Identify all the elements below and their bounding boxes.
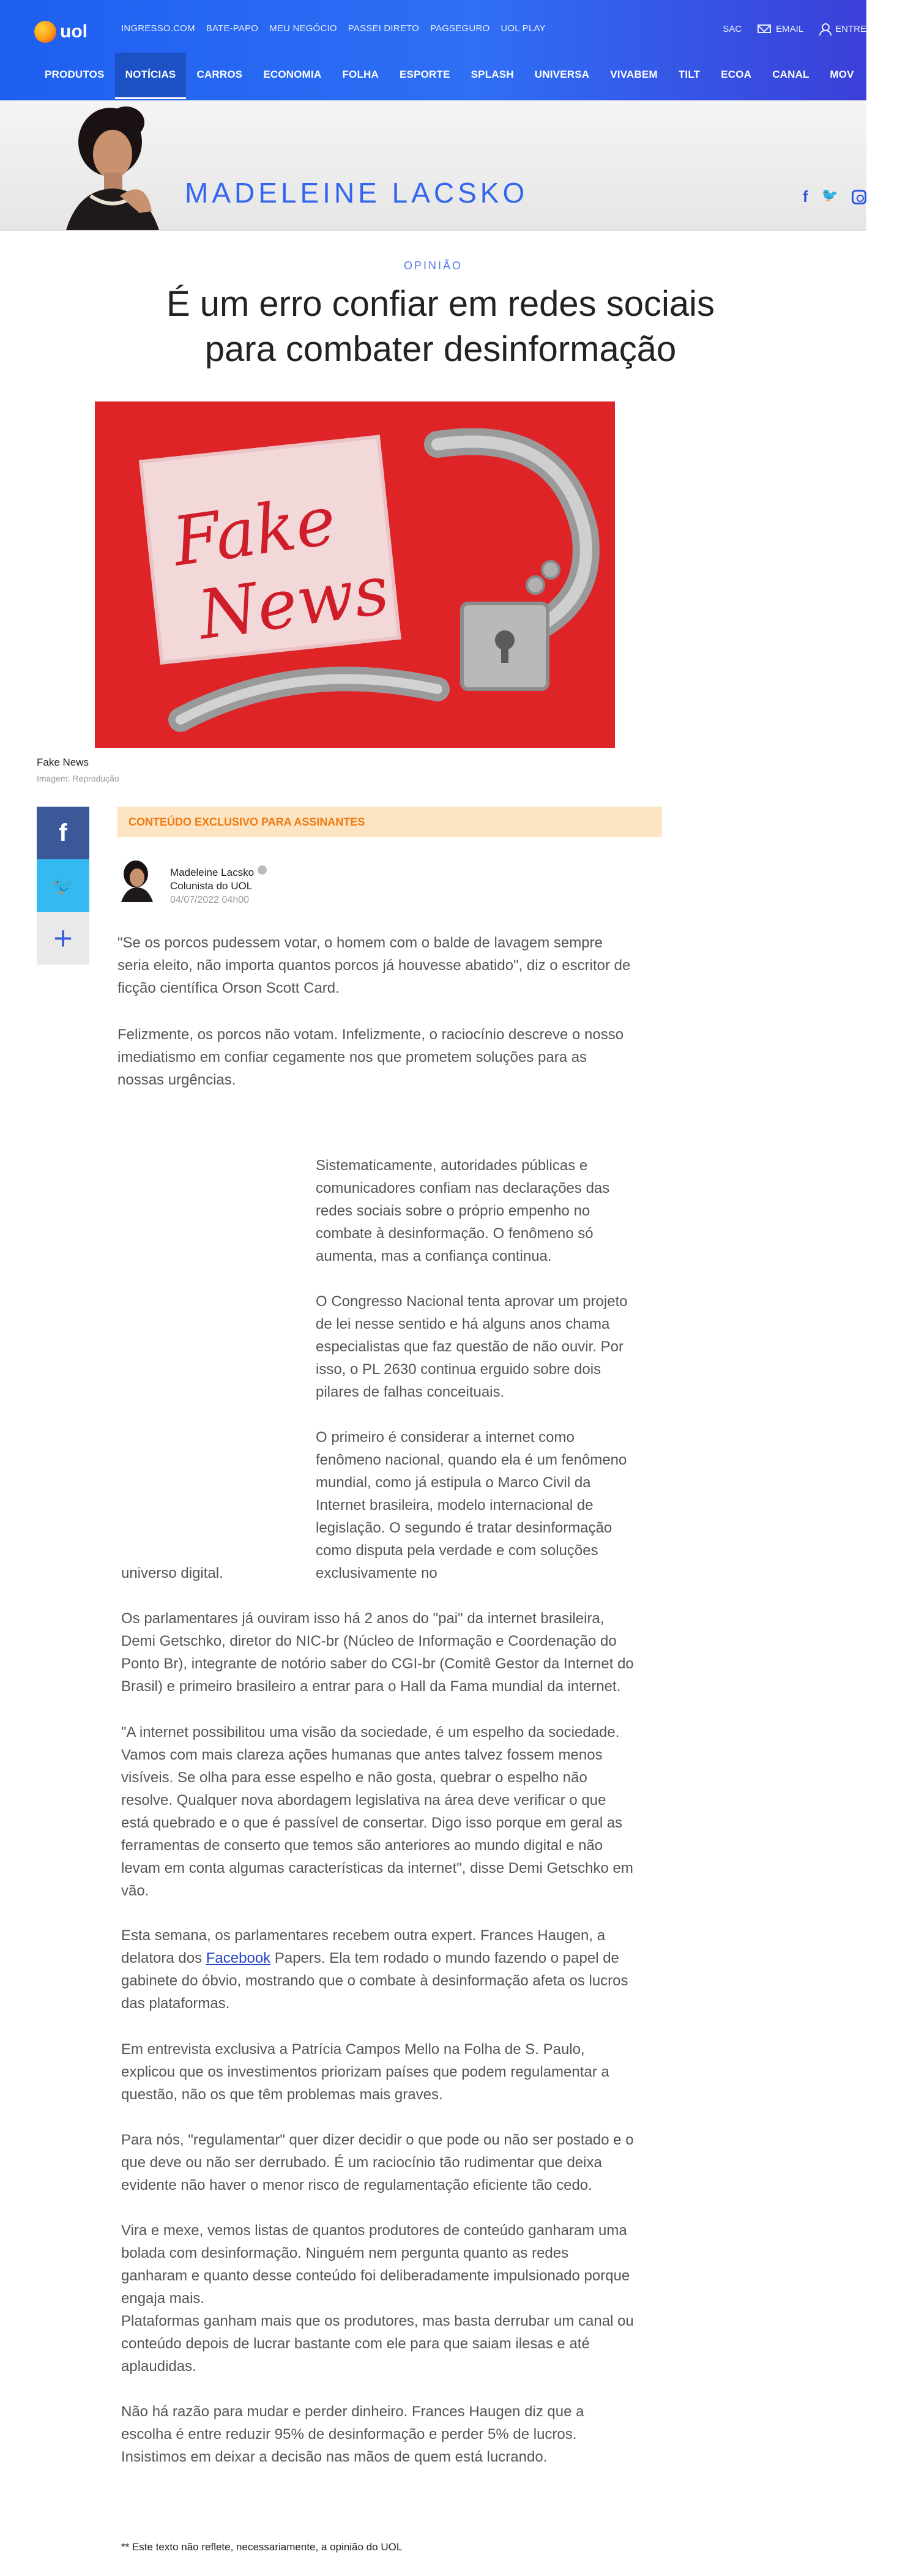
hero-image-text-fake: Fake (168, 480, 341, 581)
top-links (121, 23, 546, 34)
top-link-pagseguro[interactable]: PAGSEGURO (430, 23, 490, 34)
byline-avatar[interactable] (117, 859, 157, 902)
article-kicker[interactable]: OPINIÃO (403, 259, 463, 272)
article-paragraph: Em entrevista exclusiva a Patrícia Campos Mello na Folha de S. Paulo, explicou que os investimentos priorizam países que podem regulamentar a questão, não os que têm problemas mais graves. (121, 2041, 609, 2103)
facebook-link[interactable]: Facebook (206, 1950, 271, 1966)
nav-canal-uol[interactable]: CANAL (772, 69, 809, 80)
article-footnote: ** Este texto não reflete, necessariamente, a opinião do UOL (121, 2541, 403, 2553)
article-paragraph: O Congresso Nacional tenta aprovar um projeto de lei nesse sentido e há alguns anos chama especialistas que faz questão de não ouvir. Por isso, o PL 2630 continua erguido sobre dois pilares de falhas conceituais. (316, 1293, 628, 1400)
plus-icon: + (53, 920, 73, 957)
uol-logo[interactable] (34, 17, 87, 47)
byline-date: 04/07/2022 04h00 (170, 895, 250, 905)
author-banner (0, 100, 866, 231)
main-nav (34, 53, 908, 99)
nav-universa[interactable]: UNIVERSA (534, 69, 590, 80)
mail-icon (757, 24, 771, 33)
top-right-links (723, 23, 866, 34)
haugen-text-before: Esta semana, os parlamentares recebem outra expert. Frances Haugen, a delatora dos (121, 1927, 606, 1966)
article-paragraph: Os parlamentares já ouviram isso há 2 anos do "pai" da internet brasileira, Demi Getschko, diretor do NIC-br (Núcleo de Informação e Coordenação do Ponto Br), integrante de notório saber do CGI-br (Comitê Gestor da Internet do Brasil) e primeiro brasileiro a entrar para o Hall da Fama mundial da internet. (121, 1610, 634, 1695)
nav-noticias[interactable]: NOTÍCIAS (115, 53, 187, 99)
nav-folha[interactable]: FOLHA (342, 69, 379, 80)
author-banner-name[interactable]: MADELEINE LACSKO (185, 177, 529, 209)
fake-news-illustration (95, 401, 615, 748)
top-link-ingresso[interactable]: INGRESSO.COM (121, 23, 195, 34)
login-label: ENTRE (835, 23, 866, 34)
sac-label: SAC (723, 23, 742, 34)
article-paragraph: Felizmente, os porcos não votam. Infelizmente, o raciocínio descreve o nosso imediatismo em confiar cegamente nos que prometem soluções para as nossas urgências. (117, 1026, 624, 1088)
nav-mov[interactable]: MOV (830, 69, 854, 80)
login-link[interactable] (819, 23, 866, 34)
article-paragraph: Plataformas ganham mais que os produtores, mas basta derrubar um canal ou conteúdo depois de lucrar bastante com ele para que saiam ilesas e até aplaudidas. (121, 2313, 634, 2375)
image-caption: Fake News (37, 756, 89, 768)
byline-author-role: Colunista do UOL (170, 880, 253, 892)
email-link[interactable] (757, 24, 803, 34)
nav-tilt[interactable]: TILT (678, 69, 701, 80)
top-header (0, 0, 898, 100)
exclusive-content-label: CONTEÚDO EXCLUSIVO PARA ASSINANTES (117, 807, 662, 837)
article-headline: É um erro confiar em redes sociais para combater desinformação (166, 284, 715, 369)
haugen-text-after: Papers. Ela tem rodado o mundo fazendo o papel de gabinete do óbvio, mostrando que o combate à desinformação afeta os lucros das plataformas. (121, 1950, 628, 2012)
twitter-share-icon: 🐦 (51, 875, 75, 896)
uol-logo-icon (34, 21, 56, 43)
article-paragraph: "A internet possibilitou uma visão da sociedade, é um espelho da sociedade. Vamos com mais clareza ações humanas que antes talvez fossem menos visíveis. Se olha para esse espelho e não gosta, quebrar o espelho não resolve. Qualquer nova abordagem legislativa na área deve verificar o que está quebrado e o que é passível de consertar. Digo isso porque em geral as ferramentas de conserto que temos são anteriores ao mundo digital e não levam em conta algumas características da internet", disse Demi Getschko em vão. (121, 1724, 633, 1899)
banner-social-links (803, 187, 866, 206)
article-byline (117, 858, 485, 907)
nav-carros[interactable]: CARROS (196, 69, 243, 80)
author-banner-photo (54, 104, 170, 230)
top-link-meu-negocio[interactable]: MEU NEGÓCIO (269, 23, 337, 34)
nav-economia[interactable]: ECONOMIA (263, 69, 322, 80)
nav-splash[interactable]: SPLASH (471, 69, 514, 80)
hero-image-text-news: News (193, 550, 393, 655)
top-link-uol-play[interactable]: UOL PLAY (501, 23, 546, 34)
top-link-bate-papo[interactable]: BATE-PAPO (206, 23, 259, 34)
instagram-icon[interactable] (852, 190, 866, 204)
share-facebook-button[interactable] (37, 807, 89, 859)
article-paragraph: O primeiro é considerar a internet como fenômeno nacional, quando ela é um fenômeno mundial, como já estipula o Marco Civil da Internet brasileira, modelo internacional de legislação. O segundo é tratar desinformação como disputa pela verdade e com soluções exclusivamente no (316, 1429, 627, 1581)
article-hero-image (95, 401, 615, 748)
facebook-icon[interactable]: f (802, 187, 808, 206)
byline-author-name-text: Madeleine Lacsko (170, 867, 255, 878)
share-more-button[interactable] (37, 912, 89, 965)
nav-vivabem[interactable]: VIVABEM (610, 69, 658, 80)
top-link-passei-direto[interactable]: PASSEI DIRETO (348, 23, 419, 34)
email-label: EMAIL (776, 23, 804, 34)
nav-esporte[interactable]: ESPORTE (400, 69, 450, 80)
nav-produtos[interactable]: PRODUTOS (45, 69, 105, 80)
sac-link[interactable] (723, 24, 742, 34)
nav-nos[interactable]: NOS (874, 69, 898, 80)
share-rail (37, 807, 89, 965)
share-twitter-button[interactable] (37, 859, 89, 912)
article-paragraph: Vira e mexe, vemos listas de quantos produtores de conteúdo ganharam uma bolada com desinformação. Ninguém nem pergunta quanto as redes ganharam e quanto desse conteúdo foi deliberadamente impulsionado porque engaja mais. (121, 2222, 630, 2307)
byline-author-name[interactable] (170, 865, 267, 879)
article-paragraph: Não há razão para mudar e perder dinheiro. Frances Haugen diz que a escolha é entre reduzir 95% de desinformação e perder 5% de lucros. Insistimos em deixar a decisão nas mãos de quem está lucrando. (121, 2403, 584, 2465)
article-paragraph: Para nós, "regulamentar" quer dizer decidir o que pode ou não ser postado e o que deve ou não ser derrubado. É um raciocínio tão rudimentar que deixa evidente não haver o menor risco de regulamentação eficiente tão cedo. (121, 2132, 634, 2193)
user-icon (819, 23, 830, 34)
facebook-share-icon: f (59, 819, 67, 846)
article-paragraph: universo digital. (121, 1565, 223, 1581)
twitter-icon[interactable]: 🐦 (821, 187, 838, 203)
article-paragraph: "Se os porcos pudessem votar, o homem com o balde de lavagem sempre seria eleito, não importa quantos porcos já houvesse abatido", diz o escritor de ficção científica Orson Scott Card. (117, 935, 631, 996)
article-paragraph-haugen (121, 1924, 635, 2015)
uol-logo-text: uol (60, 21, 87, 42)
nav-ecoa[interactable]: ECOA (721, 69, 752, 80)
article-paragraph: Sistematicamente, autoridades públicas e comunicadores confiam nas declarações das redes sociais sobre o próprio empenho no combate à desinformação. O fenômeno só aumenta, mas a confiança continua. (316, 1157, 610, 1264)
image-credit: Imagem: Reprodução (37, 774, 119, 783)
info-icon[interactable] (258, 865, 267, 875)
